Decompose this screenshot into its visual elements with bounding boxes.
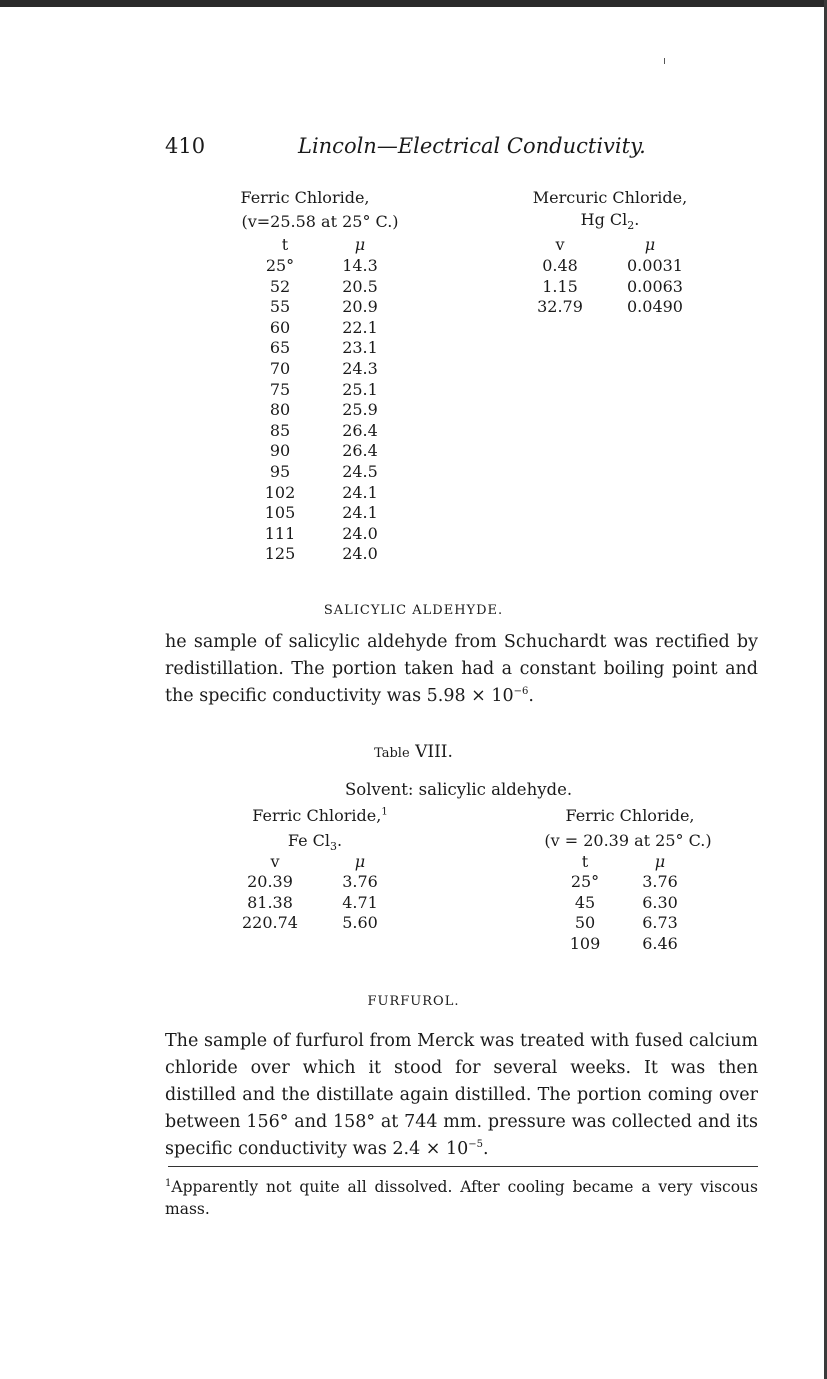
table-row [255, 544, 405, 565]
table-row [255, 338, 405, 359]
table-cell: 25° [265, 256, 295, 275]
table-cell: 60 [269, 317, 291, 337]
table-cell: 0.48 [542, 256, 578, 275]
table-row [255, 297, 405, 318]
table-cell: 85 [269, 420, 291, 440]
table-cell: 26.4 [342, 441, 378, 461]
table-cell: 109 [569, 933, 601, 953]
table-cell: 45 [574, 892, 596, 912]
table-cell: 125 [264, 544, 296, 564]
table-hgcl-subtitle: Hg $Cl_2$. [580, 210, 640, 233]
table-row [255, 380, 405, 401]
table-viii-right-col-t: t [581, 852, 589, 871]
table-cell: 4.71 [342, 892, 378, 912]
table-cell: 23.1 [342, 338, 378, 358]
table-cell: 3.76 [642, 872, 678, 891]
table-viii-right-subtitle: (v = 20.39 at 25° C.) [544, 831, 712, 850]
scan-top-edge [0, 0, 827, 7]
table-cell: 20.5 [342, 276, 378, 296]
table-viii-left-body [235, 872, 395, 934]
table-row [555, 893, 695, 914]
table-row [555, 934, 695, 955]
table-fecl-col-t: t [281, 235, 289, 254]
table-cell: 24.1 [342, 482, 378, 502]
table-viii-solvent: Solvent: salicylic aldehyde. [345, 780, 573, 799]
table-cell: 6.46 [642, 933, 678, 953]
table-row [255, 462, 405, 483]
table-viii-right-body [555, 872, 695, 954]
table-cell: 6.30 [642, 892, 678, 912]
table-row [235, 893, 395, 914]
table-cell: 24.5 [342, 461, 378, 481]
table-cell: 0.0490 [627, 297, 683, 317]
table-hgcl-title: Mercuric Chloride, [532, 188, 688, 207]
table-cell: 32.79 [537, 297, 583, 317]
table-cell: 26.4 [342, 420, 378, 440]
table-hgcl-col-mu: μ [644, 235, 656, 254]
scan-mark [664, 58, 665, 64]
table-row [255, 400, 405, 421]
table-viii-left-col-v: v [270, 852, 280, 871]
footnote: $^1$Apparently not quite all dissolved. After cooling became a very viscous mass. [165, 1177, 758, 1218]
table-cell: 24.0 [342, 523, 378, 543]
table-cell: 81.38 [247, 892, 293, 912]
table-hgcl-col-v: v [555, 235, 565, 254]
table-cell: 52 [269, 276, 291, 296]
table-row [530, 256, 700, 277]
table-cell: 24.1 [342, 503, 378, 523]
table-fecl-col-mu: μ [354, 235, 366, 254]
section-heading-salicylic: SALICYLIC ALDEHYDE. [323, 603, 504, 618]
table-row [255, 503, 405, 524]
table-cell: 80 [269, 400, 291, 420]
table-row [255, 483, 405, 504]
table-row [530, 297, 700, 318]
page-number: 410 [165, 134, 206, 158]
table-row [255, 441, 405, 462]
table-row [255, 524, 405, 545]
table-cell: 0.0031 [627, 256, 683, 275]
table-row [255, 277, 405, 298]
paragraph-furfurol: The sample of furfurol from Merck was treated with fused calcium chloride over which it stood for several weeks. It was then distilled and the distillate again distilled. The portion coming over between 156° and 158° at 744 mm. pressure was collected and its specific conductivity was $2.4 \times 10^{-5}$. [165, 1031, 758, 1159]
table-cell: 105 [264, 503, 296, 523]
table-cell: 111 [264, 523, 296, 543]
table-cell: 3.76 [342, 872, 378, 891]
table-row [555, 913, 695, 934]
table-cell: 24.3 [342, 358, 378, 378]
table-row [235, 913, 395, 934]
table-viii-left-title: Ferric Chloride,$^1$ [252, 806, 388, 825]
table-cell: 90 [269, 441, 291, 461]
table-viii-right-col-mu: μ [654, 852, 666, 871]
table-cell: 6.73 [642, 913, 678, 933]
table-row [530, 277, 700, 298]
table-cell: 65 [269, 338, 291, 358]
table-row [255, 421, 405, 442]
table-viii-right-title: Ferric Chloride, [565, 806, 695, 825]
table-row [255, 359, 405, 380]
running-title: Lincoln—Electrical Conductivity. [298, 134, 646, 158]
table-cell: 50 [574, 913, 596, 933]
table-cell: 20.39 [247, 872, 293, 891]
section-heading-furfurol: FURFUROL. [367, 994, 460, 1009]
table-cell: 70 [269, 358, 291, 378]
table-cell: 25.9 [342, 400, 378, 420]
table-fecl-title: Ferric Chloride, [240, 188, 370, 207]
table-fecl-subtitle: (v=25.58 at 25° C.) [241, 212, 399, 231]
table-cell: 102 [264, 482, 296, 502]
table-cell: 55 [269, 297, 291, 317]
table-row [555, 872, 695, 893]
table-cell: 14.3 [342, 256, 378, 275]
table-row [255, 256, 405, 277]
table-row [235, 872, 395, 893]
table-cell: 95 [269, 461, 291, 481]
table-row [255, 318, 405, 339]
table-cell: 22.1 [342, 317, 378, 337]
table-cell: 20.9 [342, 297, 378, 317]
paragraph-salicylic: he sample of salicylic aldehyde from Schuchardt was rectified by redistillation. The portion taken had a constant boiling point and the specific conductivity was $5.98 \times 10^{-6}$. [165, 632, 758, 706]
table-fecl-body [255, 256, 405, 565]
table-cell: 24.0 [342, 544, 378, 564]
table-viii-left-col-mu: μ [354, 852, 366, 871]
footnote-rule [168, 1166, 758, 1167]
table-hgcl-body [530, 256, 700, 318]
table-cell: 75 [269, 379, 291, 399]
table-viii-title: Table VIII. [374, 742, 453, 762]
table-cell: 220.74 [242, 913, 298, 933]
table-cell: 25° [570, 872, 600, 891]
table-viii-left-subtitle: Fe $Cl_3$. [287, 831, 343, 854]
table-cell: 5.60 [342, 913, 378, 933]
table-cell: 0.0063 [627, 276, 683, 296]
table-cell: 25.1 [342, 379, 378, 399]
table-cell: 1.15 [542, 276, 578, 296]
